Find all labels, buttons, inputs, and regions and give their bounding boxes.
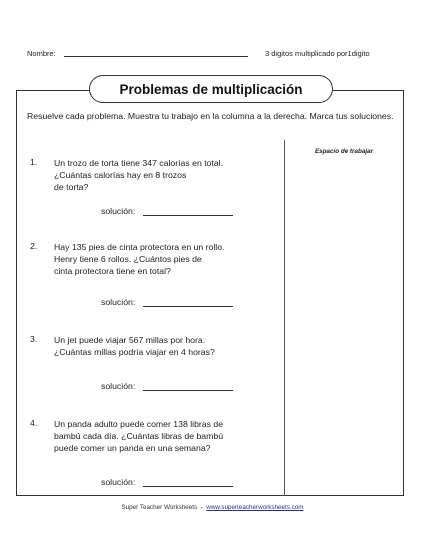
problem-line: ¿Cuántas millas podría viajar en 4 horas?: [54, 347, 215, 357]
problem-line: Un jet puede viajar 567 millas por hora.: [54, 335, 206, 345]
name-line[interactable]: [64, 56, 248, 57]
problem-number: 2.: [30, 241, 38, 251]
problem-text: [54, 157, 280, 193]
problem-line: ¿Cuántas calorías hay en 8 trozos: [54, 170, 187, 180]
problem-number: 3.: [30, 334, 38, 344]
solution-label: solución:: [101, 206, 136, 216]
problem-text: [54, 418, 280, 454]
solution-line[interactable]: [143, 215, 233, 216]
worksheet-subtitle: 3 digitos multiplicado por1digito: [265, 49, 370, 58]
problem-line: Un trozo de torta tiene 347 calorías en total.: [54, 158, 224, 168]
problem-line: cinta protectora tiene en total?: [54, 266, 171, 276]
solution-label: solución:: [101, 297, 136, 307]
solution-line[interactable]: [143, 390, 233, 391]
work-area-label: Espacio de trabajar: [314, 148, 374, 155]
problem-line: bambú cada día. ¿Cuántas libras de bambú: [54, 431, 224, 441]
solution-label: solución:: [101, 477, 136, 487]
footer: [0, 504, 425, 511]
solution-line[interactable]: [143, 486, 233, 487]
name-label: Nombre:: [27, 49, 56, 58]
solution-label: solución:: [101, 381, 136, 391]
footer-separator: -: [200, 504, 203, 511]
problem-number: 4.: [30, 418, 38, 428]
problem-text: [54, 334, 280, 358]
problem-line: puede comer un panda en una semana?: [54, 443, 211, 453]
instructions: Resuelve cada problema. Muestra tu trabajo en la columna a la derecha. Marca tus soluciones.: [27, 111, 394, 121]
work-area[interactable]: [284, 140, 404, 496]
problem-line: Un panda adulto puede comer 138 libras de: [54, 419, 224, 429]
problem-line: Hay 135 pies de cinta protectora en un rollo.: [54, 242, 225, 252]
problem-line: Henry tiene 6 rollos. ¿Cuántos pies de: [54, 254, 202, 264]
footer-brand: Super Teacher Worksheets: [121, 504, 198, 511]
page-title: Problemas de multiplicación: [89, 75, 333, 103]
solution-line[interactable]: [143, 306, 233, 307]
problem-line: de torta?: [54, 182, 89, 192]
footer-link[interactable]: www.superteacherworksheets.com: [206, 504, 304, 511]
problem-text: [54, 241, 280, 277]
problem-number: 1.: [30, 157, 38, 167]
